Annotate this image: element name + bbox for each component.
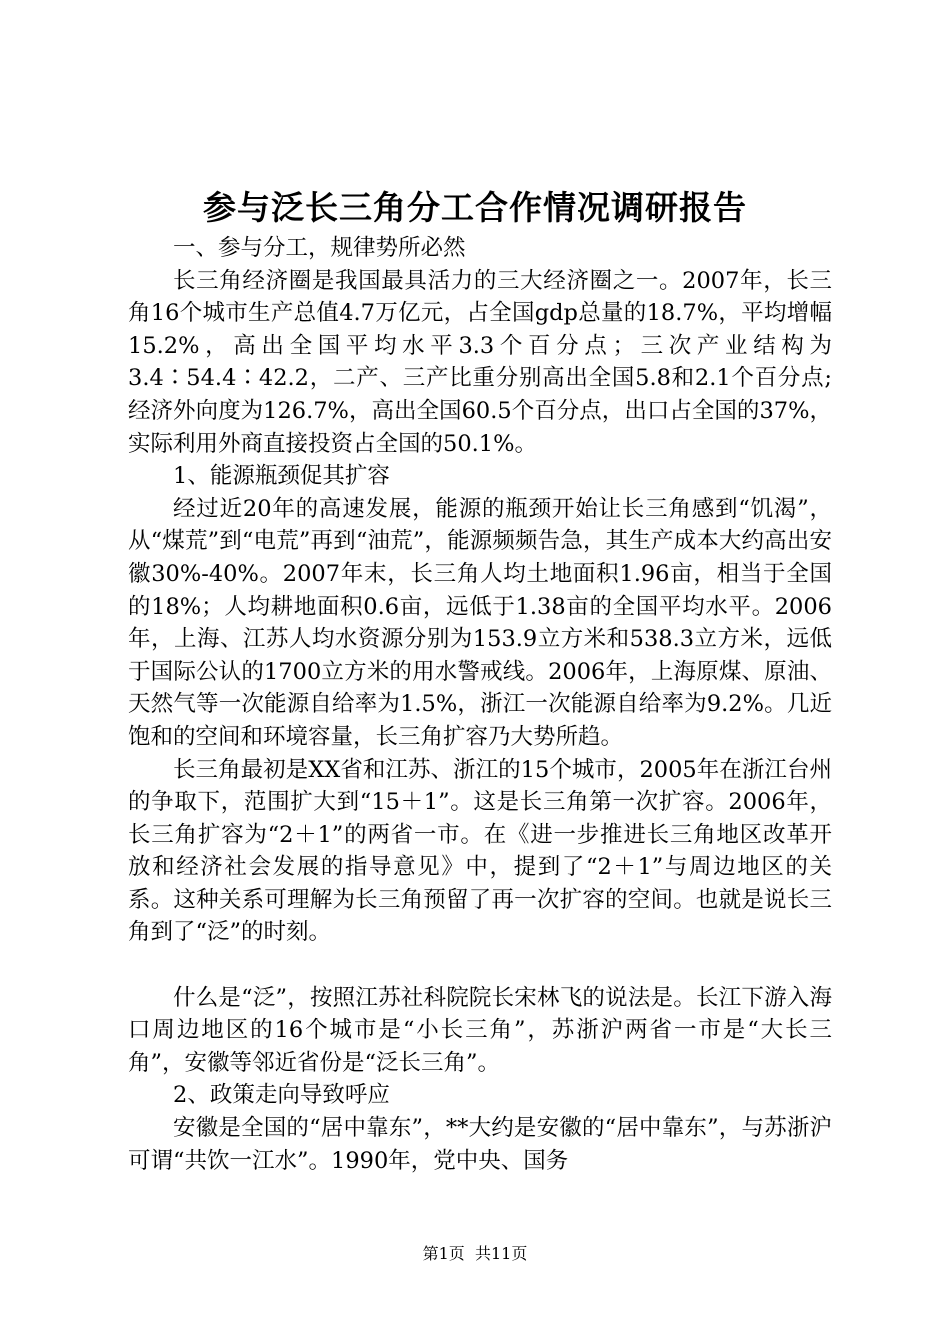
body-paragraph: 安徽是全国的“居中靠东”，**大约是安徽的“居中靠东”，与苏浙沪可谓“共饮一江水”。1990年，党中央、国务: [128, 1115, 832, 1174]
document-body: [128, 232, 832, 1177]
subsection-heading: 2、政策走向导致呼应: [173, 1082, 390, 1109]
page-footer: [0, 1242, 950, 1266]
page-total: 共11页: [474, 1244, 528, 1263]
section-heading: 一、参与分工，规律势所必然: [173, 235, 466, 261]
body-paragraph: 长三角最初是XX省和江苏、浙江的15个城市，2005年在浙江台州的争取下，范围扩大到“15＋1”。这是长三角第一次扩容。2006年，长三角扩容为“2＋1”的两省一市。在《进一步推进长三角地区改革开放和经济社会发展的指导意见》中，提到了“2＋1”与周边地区的关系。这种关系可理解为长三角预留了再一次扩容的空间。也就是说长三角到了“泛”的时刻。: [128, 756, 832, 946]
body-paragraph: 什么是“泛”，按照江苏社科院院长宋林飞的说法是。长江下游入海口周边地区的16个城市是“小长三角”，苏浙沪两省一市是“大长三角”，安徽等邻近省份是“泛长三角”。: [128, 984, 832, 1076]
document-title: 参与泛长三角分工合作情况调研报告: [203, 188, 747, 227]
body-paragraph: 长三角经济圈是我国最具活力的三大经济圈之一。2007年，长三角16个城市生产总值4.7万亿元，占全国gdp总量的18.7%，平均增幅15.2%，高出全国平均水平3.3个百分点；三次产业结构为3.4∶54.4∶42.2，二产、三产比重分别高出全国5.8和2.1个百分点;经济外向度为126.7%，高出全国60.5个百分点，出口占全国的37%，实际利用外商直接投资占全国的50.1%。: [128, 267, 832, 457]
subsection-heading: 1、能源瓶颈促其扩容: [173, 463, 390, 490]
page-number: 第1页: [422, 1244, 465, 1263]
body-paragraph: 经过近20年的高速发展，能源的瓶颈开始让长三角感到“饥渴”，从“煤荒”到“电荒”再到“油荒”，能源频频告急，其生产成本大约高出安徽30%-40%。2007年末，长三角人均土地面积1.96亩，相当于全国的18%；人均耕地面积0.6亩，远低于1.38亩的全国平均水平。2006年，上海、江苏人均水资源分别为153.9立方米和538.3立方米，远低于国际公认的1700立方米的用水警戒线。2006年，上海原煤、原油、天然气等一次能源自给率为1.5%，浙江一次能源自给率为9.2%。几近饱和的空间和环境容量，长三角扩容乃大势所趋。: [128, 495, 832, 750]
